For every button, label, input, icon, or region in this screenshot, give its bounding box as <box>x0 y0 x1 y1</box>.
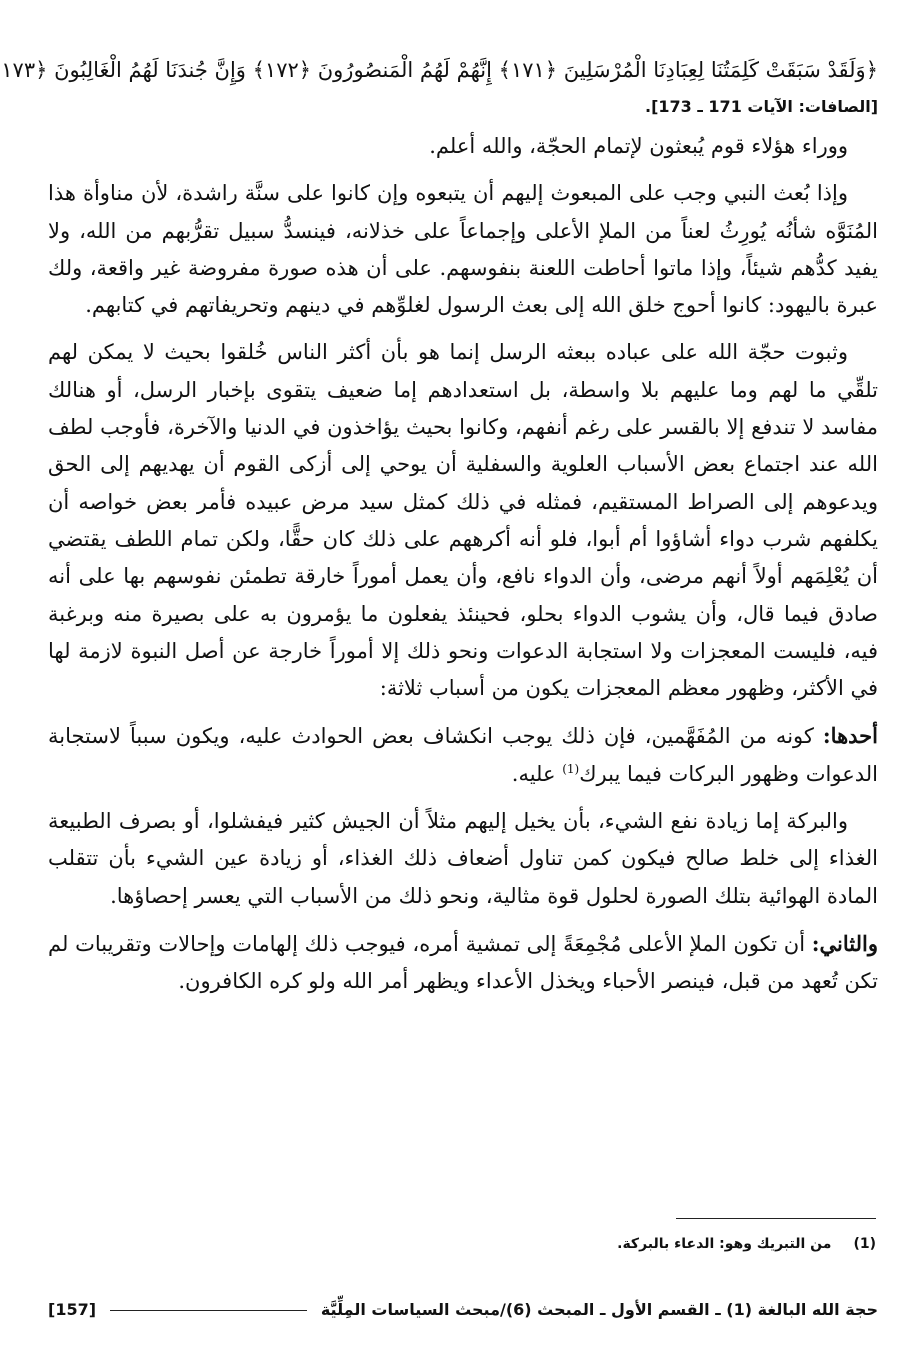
paragraph: وثبوت حجّة الله على عباده ببعثه الرسل إنما هو بأن أكثر الناس خُلقوا بحيث لا يمكن لهم تلقِّي ما لهم وما عليهم بلا واسطة، بل استعدادهم إما ضعيف يتقوى بإخبار الرسل، أو هنالك مفاسد لا تندفع إلا بالقسر على رغم أنفهم، وكانوا بحيث يؤاخذون في الدنيا والآخرة، فأوجب لطف الله عند اجتماع بعض الأسباب العلوية والسفلية أن يوحي إلى أزكى القوم أن يهديهم إلى الحق ويدعوهم إلى الصراط المستقيم، فمثله في ذلك كمثل سيد مرض عبيده فأمر بعض خواصه أن يكلفهم شرب دواء أشاؤوا أم أبوا، فلو أنه أكرههم على ذلك كان حقًّا، ولكن تمام اللطف يقتضي أن يُعْلِمَهم أولاً أنهم مرضى، وأن الدواء نافع، وأن يعمل أموراً خارقة تطمئن نفوسهم بها على أنه صادق فيما قال، وأن يشوب الدواء بحلو، فحينئذ يفعلون ما يؤمرون به على بصيرة منه وبرغبة فيه، فليست المعجزات ولا استجابة الدعوات ونحو ذلك إلا أموراً خارجة عن أصل النبوة لازمة لها في الأكثر، وظهور معظم المعجزات يكون من أسباب ثلاثة: <box>48 340 878 701</box>
paragraph-lead: أحدها: <box>822 723 878 749</box>
page-body <box>1 50 878 1011</box>
paragraph: وإذا بُعث النبي وجب على المبعوث إليهم أن يتبعوه وإن كانوا على سنَّة راشدة، لأن مناوأة هذا المُنَوَّه شأنُه يُورِثُ لعناً من الملإ الأعلى وإجماعاً على خذلانه، فينسدُّ سبيل تقرُّبهم من الله، ولا يفيد كدُّهم شيئاً، وإذا ماتوا أحاطت اللعنة بنفوسهم. على أن هذه صورة مفروضة غير واقعة، ولك عبرة باليهود: كانوا أحوج خلق الله إلى بعث الرسول لغلوِّهم في دينهم وتحريفاتهم في كتابهم. <box>48 181 878 318</box>
page-number: [157] <box>48 1300 97 1319</box>
quran-verse: ﴿وَلَقَدْ سَبَقَتْ كَلِمَتُنَا لِعِبَادِنَا الْمُرْسَلِينَ ﴿١٧١﴾ إِنَّهُمْ لَهُمُ الْمَنصُورُونَ ﴿١٧٢﴾ وَإِنَّ جُندَنَا لَهُمُ الْغَالِبُونَ ﴿١٧٣ <box>1 58 878 82</box>
footnote <box>56 1232 876 1256</box>
paragraph <box>48 717 878 793</box>
paragraph: ووراء هؤلاء قوم يُبعثون لإتمام الحجّة، والله أعلم. <box>429 134 848 158</box>
paragraph-lead: والثاني: <box>811 930 878 956</box>
running-title: حجة الله البالغة (1) ـ القسم الأول ـ المبحث (6)/مبحث السياسات المِلِّيَّة <box>320 1300 878 1319</box>
footnote-number: (1) <box>853 1236 876 1252</box>
paragraph-text: كونه من المُفَهَّمين، فإن ذلك يوجب انكشاف بعض الحوادث عليه، ويكون سبباً لاستجابة الدعوات وظهور البركات فيما يبرك <box>48 724 878 786</box>
footnote-divider <box>676 1218 876 1219</box>
paragraph-text: أن تكون الملإ الأعلى مُجْمِعَةً إلى تمشية أمره، فيوجب ذلك إلهامات وإحالات وتقريبات لم تكن تُعهد من قبل، فينصر الأحباء ويخذل الأعداء ويظهر أمر الله ولو كره الكافرون. <box>48 931 878 994</box>
footer-divider <box>110 1310 307 1311</box>
paragraph <box>48 925 878 1001</box>
footnote-reference[interactable]: (1) <box>562 761 580 776</box>
paragraph: والبركة إما زيادة نفع الشيء، بأن يخيل إليهم مثلاً أن الجيش كثير فيفشلوا، أو بصرف الطبيعة الغذاء إلى خلط صالح فيكون كمن تناول أضعاف ذلك الغذاء، أو زيادة عين الشيء بأن تتقلب المادة الهوائية بتلك الصورة لحلول قوة مثالية، ونحو ذلك من الأسباب التي يعسر إحصاؤها. <box>48 809 878 908</box>
footnote-text: من التبريك وهو: الدعاء بالبركة. <box>617 1236 832 1252</box>
page-footer <box>48 1296 878 1324</box>
verse-reference: [الصافات: الآيات 171 ـ 173]. <box>645 97 878 116</box>
paragraph-tail: عليه. <box>511 761 563 786</box>
